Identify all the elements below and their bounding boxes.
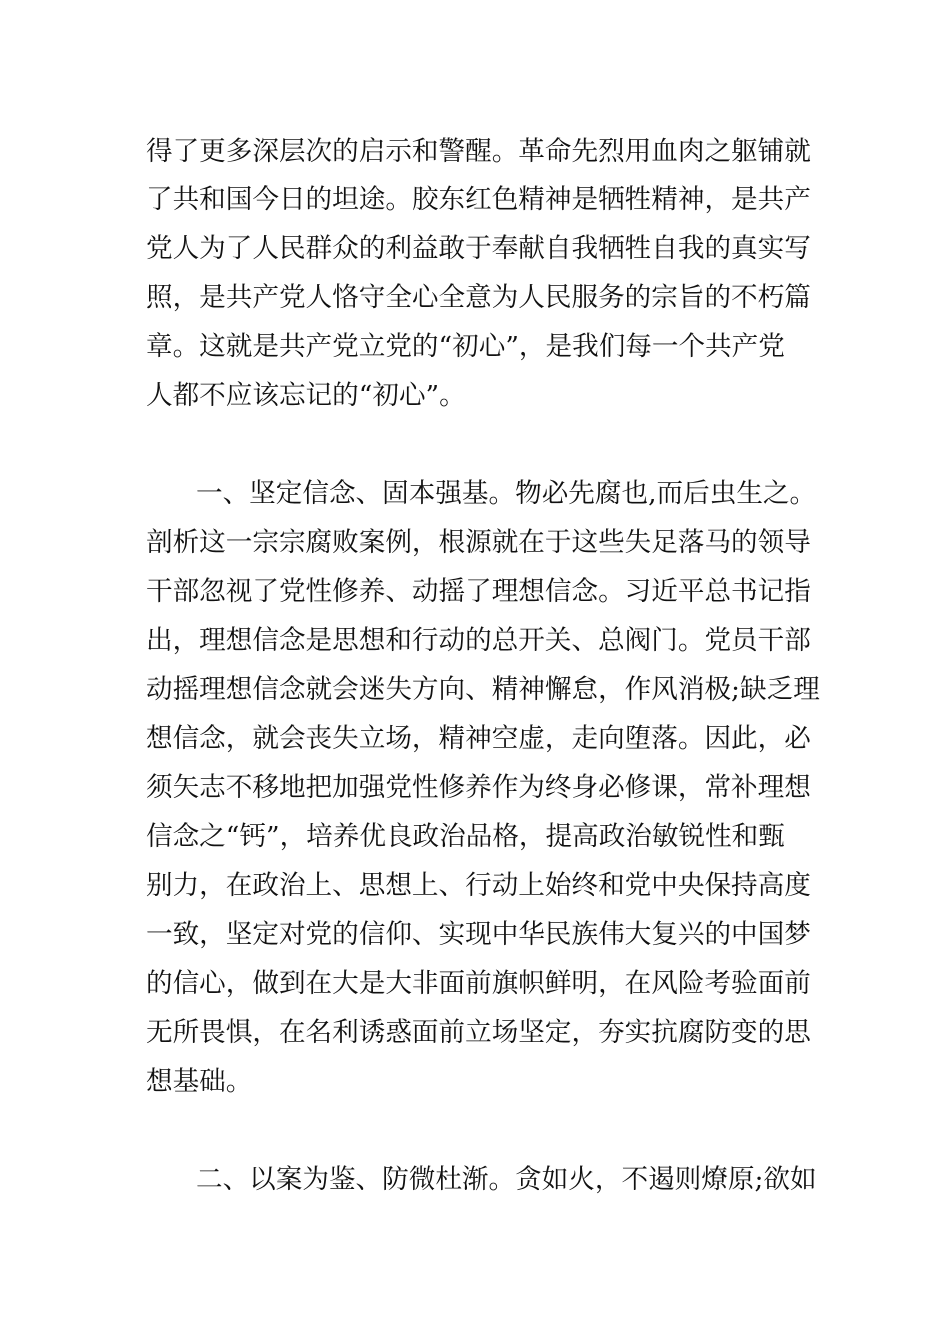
text-line: 出，理想信念是思想和行动的总开关、总阀门。党员干部 bbox=[146, 625, 811, 656]
text-line: 一、坚定信念、固本强基。物必先腐也,而后虫生之。 bbox=[196, 478, 817, 509]
text-line: 信念之“钙”，培养优良政治品格，提高政治敏锐性和甄 bbox=[146, 821, 785, 852]
text-line: 无所畏惧，在名利诱惑面前立场坚定，夯实抗腐防变的思 bbox=[146, 1017, 811, 1048]
text-line: 一致，坚定对党的信仰、实现中华民族伟大复兴的中国梦 bbox=[146, 919, 811, 950]
text-line: 照，是共产党人恪守全心全意为人民服务的宗旨的不朽篇 bbox=[146, 282, 811, 313]
text-line: 人都不应该忘记的“初心”。 bbox=[146, 380, 466, 411]
text-line: 章。这就是共产党立党的“初心”，是我们每一个共产党 bbox=[146, 331, 785, 362]
text-line: 了共和国今日的坦途。胶东红色精神是牺牲精神，是共产 bbox=[146, 184, 811, 215]
text-line: 想基础。 bbox=[146, 1066, 253, 1097]
text-line: 动摇理想信念就会迷失方向、精神懈怠，作风消极;缺乏理 bbox=[146, 674, 820, 705]
text-line: 二、以案为鉴、防微杜渐。贪如火，不遏则燎原;欲如 bbox=[196, 1164, 817, 1195]
text-line: 须矢志不移地把加强党性修养作为终身必修课，常补理想 bbox=[146, 772, 811, 803]
text-line: 党人为了人民群众的利益敢于奉献自我牺牲自我的真实写 bbox=[146, 233, 811, 264]
text-line: 别力，在政治上、思想上、行动上始终和党中央保持高度 bbox=[146, 870, 811, 901]
text-line: 剖析这一宗宗腐败案例，根源就在于这些失足落马的领导 bbox=[146, 527, 811, 558]
text-line: 的信心，做到在大是大非面前旗帜鲜明，在风险考验面前 bbox=[146, 968, 811, 999]
text-line: 干部忽视了党性修养、动摇了理想信念。习近平总书记指 bbox=[146, 576, 811, 607]
text-line: 想信念，就会丧失立场，精神空虚，走向堕落。因此，必 bbox=[146, 723, 811, 754]
text-line: 得了更多深层次的启示和警醒。革命先烈用血肉之躯铺就 bbox=[146, 136, 811, 167]
